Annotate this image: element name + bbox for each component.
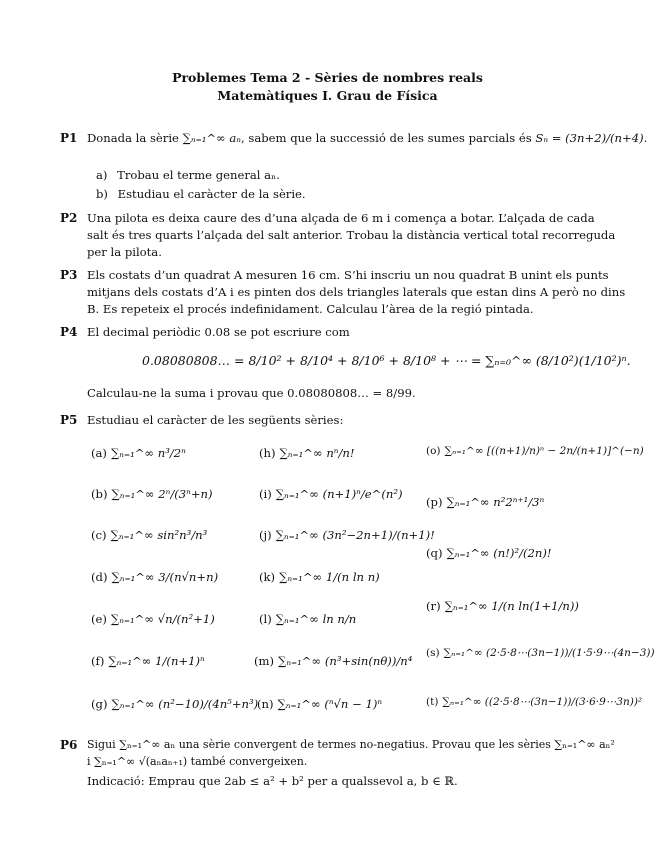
series-a-label: (a) [91,446,107,460]
p1-item-a-label: a) [96,168,108,182]
series-r-label: (r) [426,599,441,613]
p6-line-1: Sigui ∑ₙ₌₁^∞ aₙ una sèrie convergent de termes no-negatius. Provau que les sèries ∑ₙ₌₁^∞ aₙ² [87,738,615,751]
series-s [426,647,655,659]
series-m [254,653,412,668]
series-t-expr: ∑ₙ₌₁^∞ ((2·5·8⋯(3n−1))/(3·6·9⋯3n))² [442,696,643,708]
series-j [259,527,435,542]
series-i-expr: ∑ₙ₌₁^∞ (n+1)ⁿ/e^(n²) [275,487,403,501]
series-i-label: (i) [259,487,272,501]
series-f-expr: ∑ₙ₌₁^∞ 1/(n+1)ⁿ [108,654,205,668]
series-c-expr: ∑ₙ₌₁^∞ sin²n³/n³ [110,528,208,542]
p6-hint: Indicació: Emprau que 2ab ≤ a² + b² per a qualssevol a, b ∈ ℝ. [87,774,458,788]
series-s-expr: ∑ₙ₌₁^∞ (2·5·8⋯(3n−1))/(1·5·9⋯(4n−3)) [443,647,655,659]
problem-label-p2: P2 [60,211,78,225]
problem-label-p5: P5 [60,413,78,427]
series-g-expr: ∑ₙ₌₁^∞ (n²−10)/(4n⁵+n³) [111,697,259,711]
series-r [426,598,579,613]
p1-item-a [96,167,280,183]
series-m-label: (m) [254,654,275,668]
p2-line-3: per la pilota. [87,245,162,259]
series-a-expr: ∑ₙ₌₁^∞ n³/2ⁿ [110,446,186,460]
p3-line-1: Els costats d’un quadrat A mesuren 16 cm. S’hi inscriu un nou quadrat B unint els punts [87,268,609,282]
series-e [91,611,215,626]
p1-text-b: , sabem que la successió de les sumes parcials és [241,131,532,145]
problem-label-p4: P4 [60,325,78,339]
p4-line-2: Calculau-ne la suma i provau que 0.08080808… = 8/99. [87,386,416,400]
p1-item-b-text: Estudiau el caràcter de la sèrie. [117,187,306,201]
series-n-expr: ∑ₙ₌₁^∞ (ⁿ√n − 1)ⁿ [277,697,383,711]
series-l-label: (l) [259,612,272,626]
series-e-label: (e) [91,612,107,626]
series-a [91,445,186,460]
series-o-expr: ∑ₙ₌₁^∞ [((n+1)/n)ⁿ − 2n/(n+1)]^(−n) [444,445,644,457]
series-l-expr: ∑ₙ₌₁^∞ ln n/n [275,612,357,626]
p4-equation: 0.08080808… = 8/10² + 8/10⁴ + 8/10⁶ + 8/10⁸ + ⋯ = ∑ₙ₌₀^∞ (8/10²)(1/10²)ⁿ. [142,353,631,368]
series-o-label: (o) [426,445,441,457]
p3-line-2: mitjans dels costats d’A i es pinten dos dels triangles laterals que estan dins A però no dins [87,285,626,299]
p1-formula: Sₙ = (3n+2)/(n+4) [535,131,644,145]
series-n-label: (n) [257,697,274,711]
series-j-label: (j) [259,528,272,542]
series-h [259,445,355,460]
p3-line-3: B. Es repeteix el procés indefinidament. Calculau l’àrea de la regió pintada. [87,302,534,316]
series-s-label: (s) [426,647,440,659]
series-g-label: (g) [91,697,108,711]
problem-label-p3: P3 [60,268,78,282]
series-m-expr: ∑ₙ₌₁^∞ (n³+sin(nθ))/n⁴ [278,654,413,668]
series-i [259,486,403,501]
series-t [426,696,642,708]
series-l [259,611,356,626]
series-o [426,445,644,457]
series-q [426,545,552,560]
series-b [91,486,213,501]
series-p-label: (p) [426,495,443,509]
series-d [91,569,218,584]
series-f [91,653,205,668]
series-d-expr: ∑ₙ₌₁^∞ 3/(n√n+n) [111,570,219,584]
problem-label-p6: P6 [60,738,78,752]
series-j-expr: ∑ₙ₌₁^∞ (3n²−2n+1)/(n+1)! [275,528,435,542]
p4-line-1: El decimal periòdic 0.08 se pot escriure com [87,325,350,339]
series-c [91,527,207,542]
series-c-label: (c) [91,528,107,542]
series-n [257,696,382,711]
p6-line-2: i ∑ₙ₌₁^∞ √(aₙaₙ₊₁) també convergeixen. [87,755,308,768]
series-q-label: (q) [426,546,443,560]
p1-sum: ∑ₙ₌₁^∞ aₙ [182,131,242,145]
p1-text-a: Donada la sèrie [87,131,179,145]
p1-item-a-text: Trobau el terme general aₙ. [117,168,280,182]
series-p [426,494,544,509]
series-k-expr: ∑ₙ₌₁^∞ 1/(n ln n) [279,570,380,584]
series-t-label: (t) [426,696,439,708]
p1-item-b-label: b) [96,187,108,201]
series-k [259,569,380,584]
series-g [91,696,258,711]
document-subtitle: Matemàtiques I. Grau de Física [217,88,438,103]
series-b-label: (b) [91,487,108,501]
p2-line-2: salt és tres quarts l’alçada del salt anterior. Trobau la distància vertical total recorreguda [87,228,616,242]
series-p-expr: ∑ₙ₌₁^∞ n²2ⁿ⁺¹/3ⁿ [446,495,545,509]
p5-intro: Estudiau el caràcter de les següents sèries: [87,413,344,427]
series-b-expr: ∑ₙ₌₁^∞ 2ⁿ/(3ⁿ+n) [111,487,213,501]
series-q-expr: ∑ₙ₌₁^∞ (n!)²/(2n)! [446,546,552,560]
problem-label-p1: P1 [60,131,78,145]
series-h-label: (h) [259,446,276,460]
p1-statement: Donada la sèrie ∑ₙ₌₁^∞ aₙ, sabem que la successió de les sumes parcials és Sₙ = (3n+2)/(n+4). [87,131,648,145]
series-k-label: (k) [259,570,276,584]
series-r-expr: ∑ₙ₌₁^∞ 1/(n ln(1+1/n)) [444,599,579,613]
p2-line-1: Una pilota es deixa caure des d’una alçada de 6 m i comença a botar. L’alçada de cada [87,211,595,225]
series-h-expr: ∑ₙ₌₁^∞ nⁿ/n! [279,446,355,460]
p1-item-b [96,186,306,202]
series-f-label: (f) [91,654,105,668]
series-d-label: (d) [91,570,108,584]
series-e-expr: ∑ₙ₌₁^∞ √n/(n²+1) [110,612,215,626]
document-title: Problemes Tema 2 - Sèries de nombres reals [172,70,483,85]
